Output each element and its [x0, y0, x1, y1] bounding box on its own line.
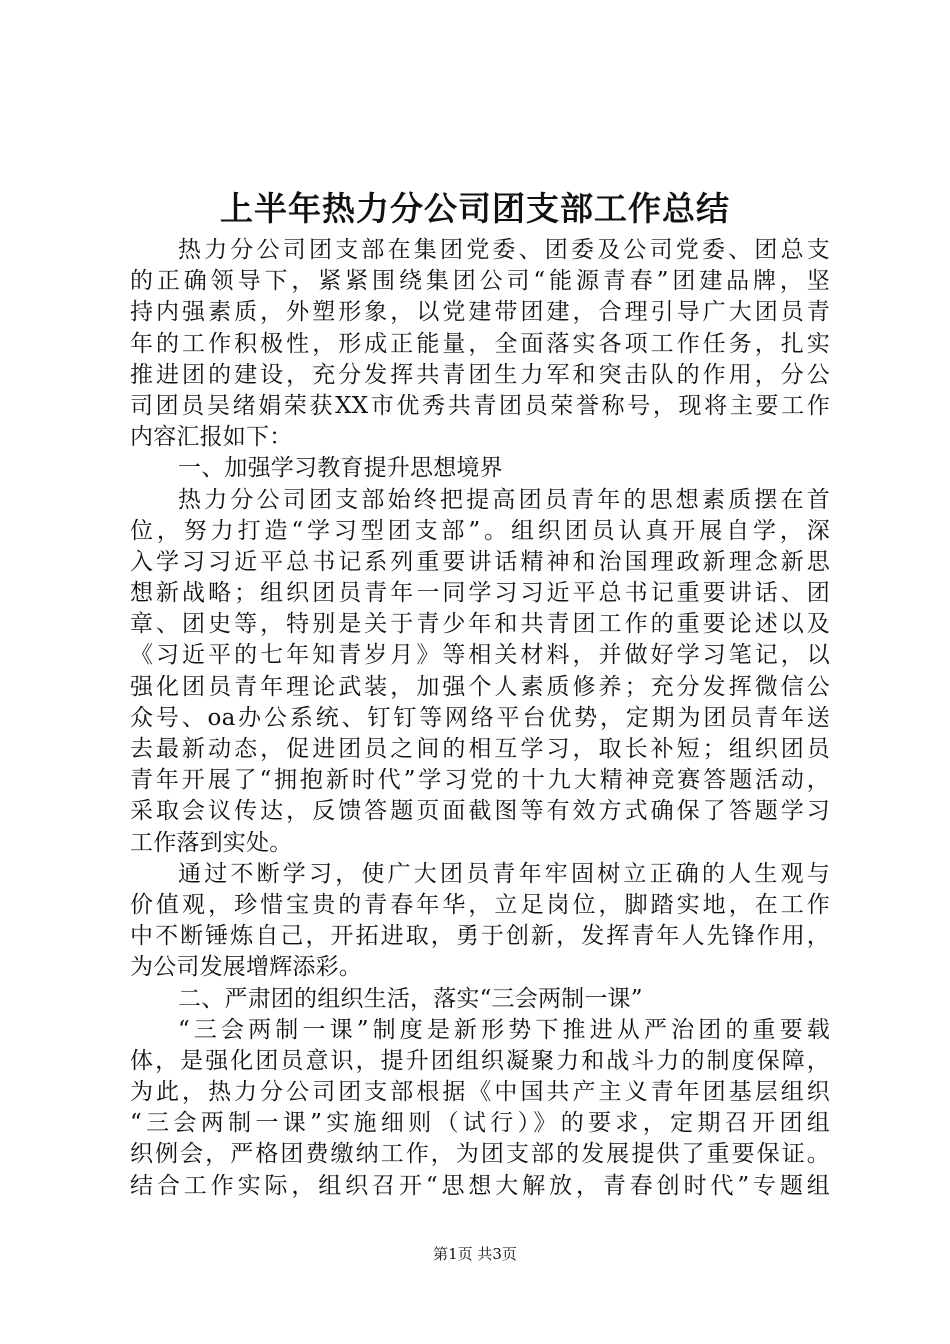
text-line: 强化团员青年理论武装，加强个人素质修养；充分发挥微信公 — [130, 673, 830, 700]
text-line: “三会两制一课”制度是新形势下推进从严治团的重要载 — [178, 1016, 830, 1043]
text-line: 去最新动态，促进团员之间的相互学习，取长补短；组织团员 — [130, 736, 830, 762]
text-line: 《习近平的七年知青岁月》等相关材料，并做好学习笔记，以 — [130, 642, 830, 669]
text-line: 热力分公司团支部在集团党委、团委及公司党委、团总支 — [178, 237, 830, 263]
text-line: 体，是强化团员意识，提升团组织凝聚力和战斗力的制度保障， — [130, 1047, 830, 1074]
text-line: 青年开展了“拥抱新时代”学习党的十九大精神竞赛答题活动， — [130, 767, 830, 794]
text-line: 采取会议传达，反馈答题页面截图等有效方式确保了答题学习 — [130, 798, 830, 825]
text-line: 内容汇报如下： — [130, 424, 293, 451]
document-body — [130, 235, 830, 1202]
text-line: 的正确领导下，紧紧围绕集团公司“能源青春”团建品牌，坚 — [130, 268, 830, 295]
text-line: 为此，热力分公司团支部根据《中国共产主义青年团基层组织 — [130, 1079, 830, 1106]
text-line: 推进团的建设，充分发挥共青团生力军和突击队的作用，分公 — [130, 361, 830, 388]
text-line: 司团员吴绪娟荣获XX市优秀共青团员荣誉称号，现将主要工作 — [130, 392, 830, 419]
text-line: 工作落到实处。 — [130, 829, 293, 856]
text-line: 一、加强学习教育提升思想境界 — [178, 455, 503, 482]
text-line: 二、严肃团的组织生活，落实“三会两制一课” — [178, 985, 643, 1012]
document-title: 上半年热力分公司团支部工作总结 — [220, 189, 730, 228]
text-line: 持内强素质，外塑形象，以党建带团建，合理引导广大团员青 — [130, 299, 830, 326]
text-line: 结合工作实际，组织召开“思想大解放，青春创时代”专题组 — [130, 1172, 830, 1199]
text-line: “三会两制一课”实施细则（试行）》的要求，定期召开团组 — [130, 1110, 830, 1137]
text-line: 章、团史等，特别是关于青少年和共青团工作的重要论述以及 — [130, 611, 830, 638]
text-line: 热力分公司团支部始终把提高团员青年的思想素质摆在首 — [178, 486, 830, 513]
text-line: 价值观，珍惜宝贵的青春年华，立足岗位，脚踏实地，在工作 — [130, 891, 830, 918]
text-line: 位，努力打造“学习型团支部”。组织团员认真开展自学，深 — [130, 517, 830, 544]
text-line: 年的工作积极性，形成正能量，全面落实各项工作任务，扎实 — [130, 330, 830, 357]
text-line: 通过不断学习，使广大团员青年牢固树立正确的人生观与 — [178, 860, 830, 887]
text-line: 为公司发展增辉添彩。 — [130, 954, 362, 981]
text-line: 众号、oa办公系统、钉钉等网络平台优势，定期为团员青年送 — [130, 704, 830, 731]
text-line: 中不断锤炼自己，开拓进取，勇于创新，发挥青年人先锋作用， — [130, 923, 830, 950]
text-line: 织例会，严格团费缴纳工作，为团支部的发展提供了重要保证。 — [130, 1141, 830, 1168]
page-footer: 第1页 共3页 — [433, 1245, 517, 1263]
text-line: 想新战略；组织团员青年一同学习习近平总书记重要讲话、团 — [130, 580, 830, 607]
text-line: 入学习习近平总书记系列重要讲话精神和治国理政新理念新思 — [130, 548, 830, 575]
